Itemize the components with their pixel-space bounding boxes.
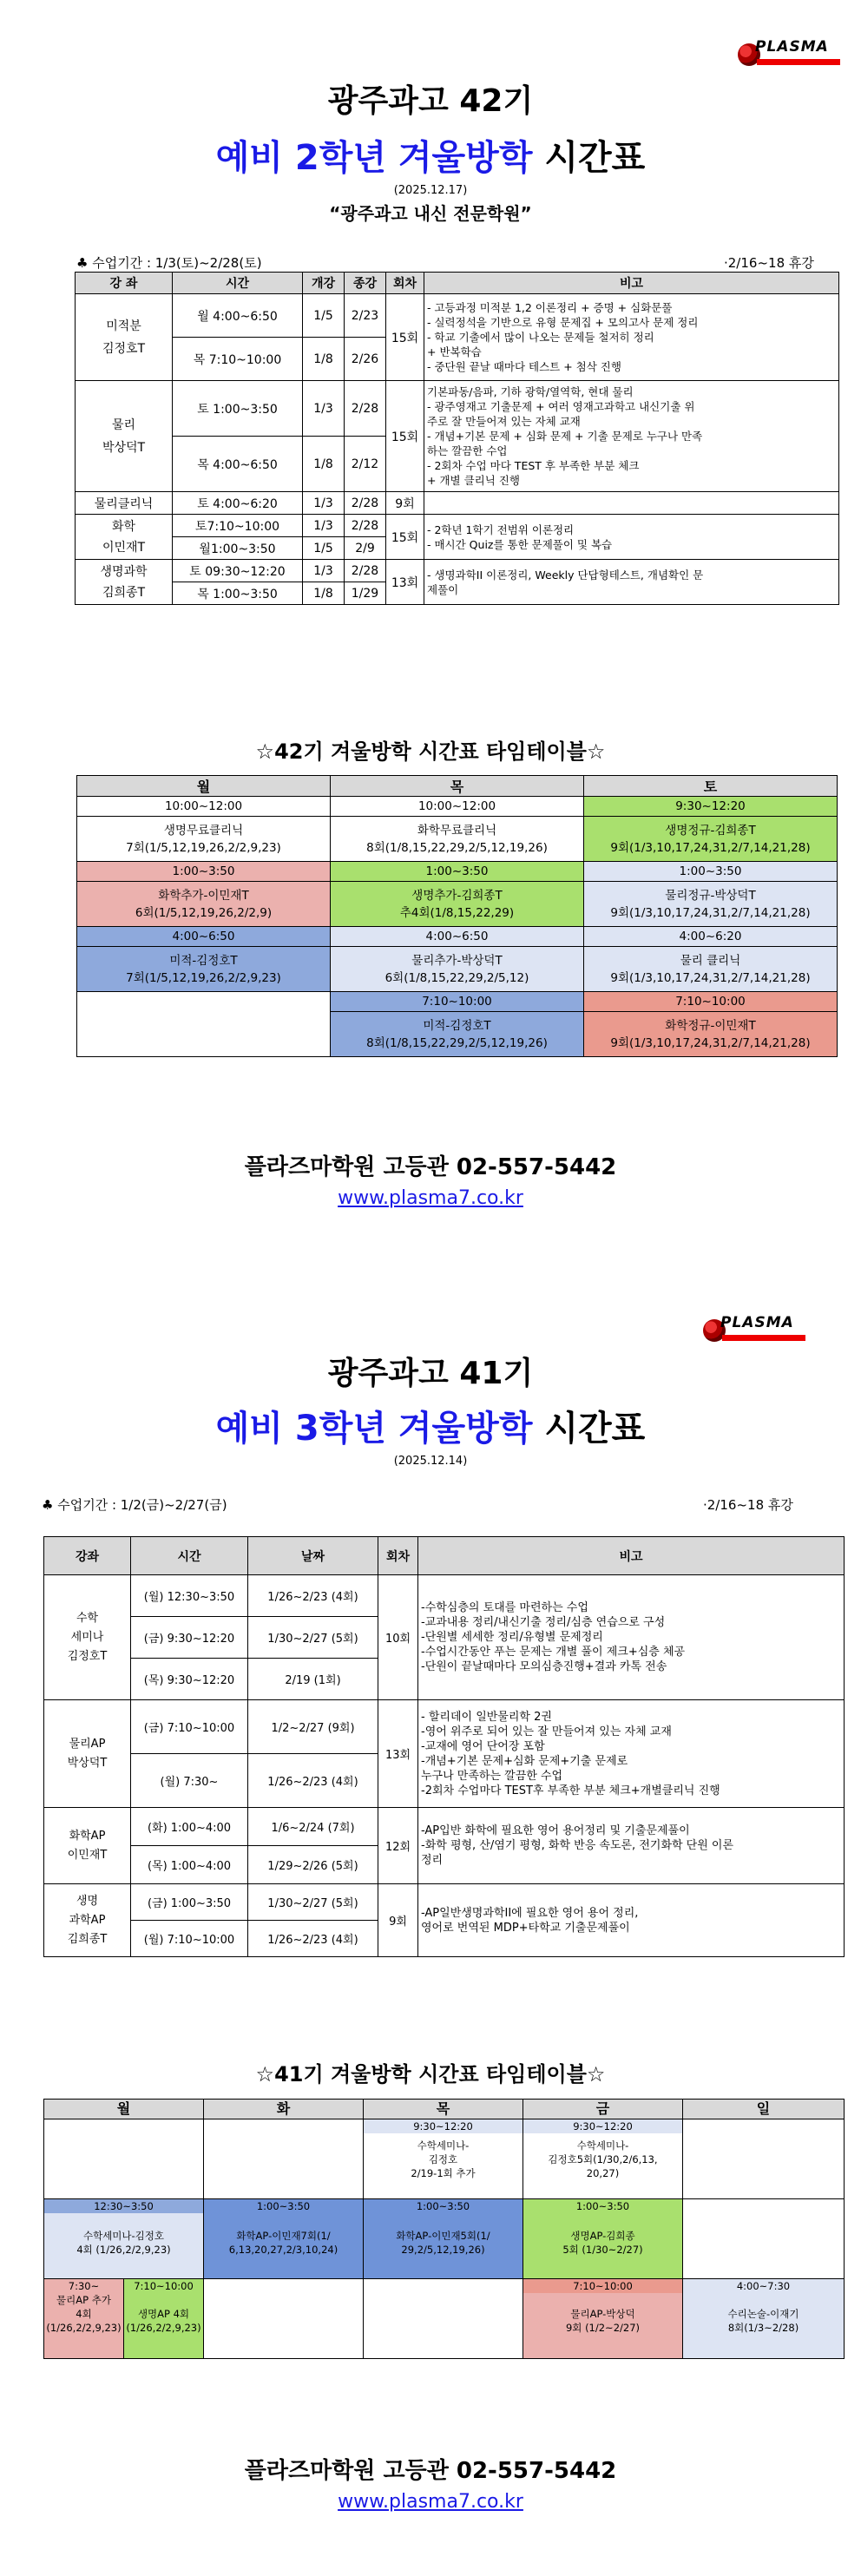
class-row: [77, 947, 838, 992]
note-line: - 중단원 끝날 때마다 테스트 + 첨삭 진행: [427, 360, 621, 373]
header-date: 날짜: [248, 1537, 378, 1575]
note-line: -2회차 수업마다 TEST후 부족한 부분 체크+개별클리닉 진행: [421, 1784, 720, 1797]
note-line: - 실력정석을 기반으로 유형 문제집 + 모의고사 문제 정리: [427, 316, 699, 329]
class-cell: [683, 2279, 845, 2359]
count-cell: 15회: [386, 515, 424, 560]
note-line: + 개별 클리닉 진행: [427, 474, 520, 487]
day-header-row: [77, 776, 838, 797]
website-link[interactable]: www.plasma7.co.kr: [338, 1187, 523, 1209]
count-cell: 9회: [386, 492, 424, 515]
day-fri: 금: [523, 2100, 683, 2119]
class-name: 미적-김정호T: [423, 1018, 491, 1033]
class-name: 수리논술-이재기: [727, 2308, 799, 2320]
note-line: + 반복학습: [427, 345, 482, 358]
class-dates: (1/26,2/2,9,23): [126, 2322, 201, 2334]
class-cell: [523, 2279, 683, 2359]
end-cell: 2/26: [345, 338, 386, 381]
end-cell: 2/23: [345, 294, 386, 338]
day-thu: 목: [331, 776, 584, 797]
page-title: 광주과고 41기: [327, 1356, 534, 1391]
header-time: 시간: [173, 273, 303, 294]
timetable: [43, 2099, 845, 2359]
end-cell: 2/9: [345, 537, 386, 560]
class-dates: 9회(1/3,10,17,24,31,2/7,14,21,28): [610, 905, 811, 920]
course-cell: 미적분 김정호T: [76, 294, 173, 381]
time-slot: 7:10~10:00: [134, 2280, 194, 2292]
class-name: 생명정규-김희종T: [665, 823, 756, 838]
class-dates: 9회(1/3,10,17,24,31,2/7,14,21,28): [610, 970, 811, 985]
plasma-logo: [703, 1311, 807, 1350]
class-cell: [44, 2199, 204, 2279]
time-slot: 10:00~12:00: [331, 797, 584, 817]
day-sat: 토: [584, 776, 838, 797]
class-cell: [44, 2279, 124, 2359]
class-name: 물리AP 추가: [56, 2294, 111, 2306]
subtitle-black: 시간표: [532, 138, 646, 178]
table-header: [76, 273, 839, 294]
day-mon: 월: [44, 2100, 204, 2119]
time-slot: 9:30~12:20: [584, 797, 838, 817]
end-cell: 2/28: [345, 515, 386, 537]
class-name: 생명AP-김희종: [570, 2230, 635, 2242]
slot-row-morning: [44, 2119, 845, 2199]
time-row: [77, 862, 838, 882]
class-name: 화학AP-이민재5회(1/: [396, 2230, 490, 2242]
logo-bar: [757, 59, 840, 65]
time-slot: 1:00~3:50: [77, 862, 331, 882]
class-cell: [77, 947, 331, 992]
course-cell: 생명과학 김희종T: [76, 560, 173, 605]
class-dates: 29,2/5,12,19,26): [401, 2244, 485, 2256]
issue-date: (2025.12.14): [393, 1455, 468, 1468]
note-line: -수업시간동안 푸는 문제는 개별 풀이 제크+심층 체공: [421, 1646, 686, 1659]
class-cell: [523, 2119, 683, 2199]
end-cell: 1/29: [345, 582, 386, 605]
header-count: 회차: [386, 273, 424, 294]
table-row: [76, 381, 839, 437]
note-line: 제풀이: [427, 582, 459, 596]
time-slot: 1:00~3:50: [416, 2200, 470, 2212]
end-cell: 2/28: [345, 560, 386, 582]
note-line: - 할리데이 일반물리학 2권: [421, 1710, 552, 1724]
day-tue: 화: [204, 2100, 364, 2119]
end-cell: 2/28: [345, 381, 386, 437]
class-name: 물리추가-박상덕T: [411, 953, 503, 968]
class-cell: [331, 817, 584, 862]
class-teacher: 김정호: [428, 2153, 458, 2165]
end-cell: 2/28: [345, 492, 386, 515]
class-name: 화학AP-이민재7회(1/: [236, 2230, 331, 2242]
time-row: [77, 927, 838, 947]
time-cell: (목) 9:30~12:20: [131, 1659, 248, 1700]
end-cell: 2/12: [345, 437, 386, 492]
time-cell: 목 4:00~6:50: [173, 437, 303, 492]
class-name: 화학추가-이민재T: [158, 888, 249, 903]
day-sun: 일: [683, 2100, 845, 2119]
logo-text: PLASMA: [720, 1314, 794, 1331]
date-cell: 1/29~2/26 (5회): [248, 1846, 378, 1884]
note-line: -AP일반생명과학II에 필요한 영어 용어 정리,: [421, 1906, 639, 1920]
start-cell: 1/8: [303, 582, 345, 605]
class-dates: (1/26,2/2,9,23): [46, 2322, 122, 2334]
note-line: -교과내용 정리/내신기출 정리/심층 연습으로 구성: [421, 1616, 666, 1629]
class-dates: 7회(1/5,12,19,26,2/2,9,23): [126, 970, 281, 985]
subtitle-blue: 예비 3학년 겨울방학: [215, 1409, 533, 1449]
time-cell: (월) 7:10~10:00: [131, 1921, 248, 1957]
course-cell: 물리AP 박상덕T: [44, 1700, 131, 1808]
course-cell: 물리클리닉: [76, 492, 173, 515]
day-header-row: [44, 2100, 845, 2119]
header-start: 개강: [303, 273, 345, 294]
note-cell: [424, 294, 839, 381]
note-cell: [418, 1575, 845, 1700]
class-name: 생명무료클리닉: [163, 823, 244, 838]
time-slot: 10:00~12:00: [77, 797, 331, 817]
class-row: [77, 882, 838, 927]
time-cell: 토7:10~10:00: [173, 515, 303, 537]
time-cell: (금) 9:30~12:20: [131, 1617, 248, 1659]
table-row: [44, 1700, 845, 1754]
note-line: - 2학년 1학기 전범위 이론정리: [427, 522, 575, 536]
time-slot: 4:00~6:20: [584, 927, 838, 947]
footer-contact: 플라즈마학원 고등관 02-557-5442: [244, 1154, 617, 1180]
time-row: [77, 797, 838, 817]
start-cell: 1/3: [303, 381, 345, 437]
class-cell: [584, 1012, 838, 1057]
page-subtitle: [0, 130, 861, 180]
timetable-title: ☆41기 겨울방학 시간표 타임테이블☆: [255, 2062, 606, 2086]
class-dates: 5회 (1/30~2/27): [562, 2244, 643, 2256]
time-slot: 12:30~3:50: [44, 2199, 203, 2213]
note-line: 누구나 만족하는 깔끔한 수업: [421, 1769, 563, 1783]
time-cell: 월 4:00~6:50: [173, 294, 303, 338]
count-cell: 9회: [378, 1884, 418, 1957]
class-name: 물리AP-박상덕: [570, 2308, 635, 2320]
date-cell: 1/26~2/23 (4회): [248, 1754, 378, 1808]
class-cell: [584, 882, 838, 927]
time-slot: 7:10~10:00: [331, 992, 584, 1012]
note-line: -개념+기본 문제+심화 문제+기출 문제로: [421, 1754, 628, 1768]
class-name: 수학세미나-김정호: [82, 2230, 165, 2242]
table-row: [76, 294, 839, 338]
note-cell: [424, 492, 839, 515]
schedule-table: [75, 272, 839, 605]
class-cell: [124, 2279, 204, 2359]
plasma-logo: [738, 35, 842, 75]
class-cell: [331, 882, 584, 927]
time-slot: 4:00~6:50: [331, 927, 584, 947]
table-row: [44, 1884, 845, 1921]
class-dates: 6회(1/5,12,19,26,2/2,9): [135, 905, 273, 920]
time-slot: 1:00~3:50: [575, 2200, 630, 2212]
class-dates: 9회(1/3,10,17,24,31,2/7,14,21,28): [610, 840, 811, 855]
note-line: - 2회차 수업 마다 TEST 후 부족한 부분 체크: [427, 459, 640, 472]
class-name: 화학정규-이민재T: [665, 1018, 756, 1033]
time-slot: 9:30~12:20: [364, 2119, 523, 2133]
class-cell: [584, 947, 838, 992]
note-cell: [424, 381, 839, 492]
note-line: - 고등과정 미적분 1,2 이론정리 + 증명 + 심화문풀: [427, 301, 673, 314]
empty-cell: [44, 2119, 204, 2199]
course-cell: 수학 세미나 김정호T: [44, 1575, 131, 1700]
schedule-table: [43, 1536, 845, 1957]
class-name: 수학세미나-: [576, 2139, 629, 2152]
class-cell: [77, 817, 331, 862]
logo-text: PLASMA: [755, 38, 829, 56]
start-cell: 1/5: [303, 537, 345, 560]
class-dates: 6회(1/8,15,22,29,2/5,12): [384, 970, 529, 985]
note-cell: [418, 1808, 845, 1884]
time-slot: 4:00~7:30: [736, 2280, 791, 2292]
note-cell: [424, 560, 839, 605]
header-course: 강 좌: [76, 273, 173, 294]
slot-row-afternoon: [44, 2199, 845, 2279]
class-period: ♣ 수업기간 : 1/3(토)~2/28(토): [76, 255, 262, 271]
class-period: ♣ 수업기간 : 1/2(금)~2/27(금): [42, 1497, 227, 1513]
table-row: [44, 1575, 845, 1617]
date-cell: 1/2~2/27 (9회): [248, 1700, 378, 1754]
class-dates: 2/19-1회 추가: [411, 2167, 476, 2179]
class-row: [77, 817, 838, 862]
note-line: 하는 깔끔한 수업: [427, 444, 508, 457]
note-line: -교재에 영어 단어장 포함: [421, 1739, 545, 1753]
note-cell: [418, 1884, 845, 1957]
class-dates: 8회(1/8,15,22,29,2/5,12,19,26): [366, 1035, 548, 1050]
class-cell: [77, 882, 331, 927]
empty-cell: [204, 2279, 364, 2359]
header-end: 종강: [345, 273, 386, 294]
class-name: 미적-김정호T: [169, 953, 238, 968]
timetable: [76, 775, 838, 1057]
time-cell: 토 09:30~12:20: [173, 560, 303, 582]
count-cell: 13회: [386, 560, 424, 605]
time-slot: 9:30~12:20: [523, 2119, 682, 2133]
note-line: -AP입반 화학에 필요한 영어 용어정리 및 기출문제풀이: [421, 1824, 690, 1837]
count-cell: 12회: [378, 1808, 418, 1884]
class-teacher: 김정호5회(1/30,2/6,13,: [548, 2153, 658, 2165]
count-cell: 13회: [378, 1700, 418, 1808]
header-count: 회차: [378, 1537, 418, 1575]
start-cell: 1/5: [303, 294, 345, 338]
time-cell: 목 7:10~10:00: [173, 338, 303, 381]
time-cell: (월) 12:30~3:50: [131, 1575, 248, 1617]
header-time: 시간: [131, 1537, 248, 1575]
class-cell: [364, 2119, 523, 2199]
note-line: 기본파동/음파, 기하 광학/열역학, 현대 물리: [427, 385, 634, 398]
holiday-note: ·2/16~18 휴강: [724, 255, 814, 271]
table-header: [44, 1537, 845, 1575]
empty-cell: [683, 2199, 845, 2279]
start-cell: 1/3: [303, 515, 345, 537]
empty-cell: [77, 992, 331, 1057]
class-dates: 4회 (1/26,2/2,9,23): [76, 2244, 171, 2256]
class-cell: [364, 2199, 523, 2279]
time-slot: 1:00~3:50: [584, 862, 838, 882]
date-cell: 2/19 (1회): [248, 1659, 378, 1700]
class-dates: 8회(1/8,15,22,29,2/5,12,19,26): [366, 840, 548, 855]
note-line: -영어 위주로 되어 있는 잘 만들어져 있는 자체 교재: [421, 1725, 672, 1738]
slot-row-evening: [44, 2279, 845, 2359]
count-cell: 15회: [386, 294, 424, 381]
course-cell: 생명 과학AP 김희종T: [44, 1884, 131, 1957]
note-line: -화학 평형, 산/염기 평형, 화학 반응 속도론, 전기화학 단원 이론: [421, 1839, 734, 1852]
time-slot: 7:10~10:00: [584, 992, 838, 1012]
class-name: 물리정규-박상덕T: [665, 888, 756, 903]
subtitle-black: 시간표: [532, 1409, 646, 1449]
note-line: - 학교 기출에서 많이 나오는 문제들 철저히 정리: [427, 331, 654, 344]
class-name: 수학세미나-: [417, 2139, 470, 2152]
note-line: 영어로 번역된 MDP+타학교 기출문제풀이: [421, 1921, 630, 1935]
holiday-note: ·2/16~18 휴강: [703, 1497, 793, 1513]
empty-cell: [683, 2119, 845, 2199]
class-dates: 7회(1/5,12,19,26,2/2,9,23): [126, 840, 281, 855]
class-cell: [523, 2199, 683, 2279]
class-name: 화학무료클리닉: [417, 823, 497, 838]
course-cell: 화학AP 이민재T: [44, 1808, 131, 1884]
footer-contact: 플라즈마학원 고등관 02-557-5442: [244, 2458, 617, 2484]
class-cell: [331, 947, 584, 992]
date-cell: 1/26~2/23 (4회): [248, 1921, 378, 1957]
page-subtitle: [0, 1401, 861, 1450]
timetable-title: ☆42기 겨울방학 시간표 타임테이블☆: [255, 739, 606, 764]
time-cell: 월1:00~3:50: [173, 537, 303, 560]
empty-cell: [204, 2119, 364, 2199]
time-slot: 4:00~6:50: [77, 927, 331, 947]
page-title: 광주과고 42기: [327, 83, 534, 119]
table-row: [76, 515, 839, 537]
class-dates: 8회(1/3~2/28): [727, 2322, 799, 2334]
date-cell: 1/6~2/24 (7회): [248, 1808, 378, 1846]
class-cell: [584, 817, 838, 862]
count-cell: 15회: [386, 381, 424, 492]
table-row: [76, 560, 839, 582]
class-name: 물리 클리닉: [680, 953, 741, 968]
class-dates: 9회(1/3,10,17,24,31,2/7,14,21,28): [610, 1035, 811, 1050]
note-cell: [418, 1700, 845, 1808]
logo-bar: [722, 1335, 805, 1341]
note-line: -수학심층의 토대를 마련하는 수업: [421, 1601, 588, 1614]
class-count: 4회: [76, 2308, 92, 2320]
note-line: -단원별 세세한 정리/유형별 문제정리: [421, 1631, 603, 1644]
note-line: - 매시간 Quiz를 통한 문제풀이 및 복습: [427, 537, 613, 551]
course-cell: 물리 박상덕T: [76, 381, 173, 492]
time-cell: 토 1:00~3:50: [173, 381, 303, 437]
issue-date: (2025.12.17): [393, 184, 468, 197]
course-cell: 화학 이민재T: [76, 515, 173, 560]
header-note: 비고: [424, 273, 839, 294]
time-cell: 목 1:00~3:50: [173, 582, 303, 605]
day-mon: 월: [77, 776, 331, 797]
empty-cell: [364, 2279, 523, 2359]
time-cell: (화) 1:00~4:00: [131, 1808, 248, 1846]
note-line: -단원이 끝날때마다 모의심층진행+결과 카톡 전송: [421, 1660, 667, 1673]
start-cell: 1/3: [303, 560, 345, 582]
subtitle-blue: 예비 2학년 겨울방학: [215, 138, 533, 178]
time-cell: (금) 7:10~10:00: [131, 1700, 248, 1754]
class-dates: 추4회(1/8,15,22,29): [399, 905, 515, 920]
date-cell: 1/30~2/27 (5회): [248, 1884, 378, 1921]
header-course: 강좌: [44, 1537, 131, 1575]
start-cell: 1/3: [303, 492, 345, 515]
time-cell: 토 4:00~6:20: [173, 492, 303, 515]
class-cell: [204, 2199, 364, 2279]
time-cell: (금) 1:00~3:50: [131, 1884, 248, 1921]
website-link[interactable]: www.plasma7.co.kr: [338, 2491, 523, 2513]
class-name: 생명추가-김희종T: [411, 888, 503, 903]
start-cell: 1/8: [303, 437, 345, 492]
academy-slogan: “광주과고 내신 전문학원”: [329, 203, 532, 224]
count-cell: 10회: [378, 1575, 418, 1700]
day-thu: 목: [364, 2100, 523, 2119]
time-slot: 1:00~3:50: [331, 862, 584, 882]
time-slot: 7:10~10:00: [523, 2279, 682, 2293]
time-slot: 1:00~3:50: [256, 2200, 311, 2212]
header-note: 비고: [418, 1537, 845, 1575]
date-cell: 1/30~2/27 (5회): [248, 1617, 378, 1659]
time-cell: (목) 1:00~4:00: [131, 1846, 248, 1884]
note-line: - 광주영재고 기출문제 + 여러 영재고과학고 내신기출 위: [427, 400, 695, 413]
class-dates: 20,27): [586, 2167, 620, 2179]
note-line: - 생명과학II 이론정리, Weekly 단답형테스트, 개념확인 문: [427, 568, 704, 582]
note-line: 주로 잘 만들어져 있는 자체 교재: [427, 415, 581, 428]
date-cell: 1/26~2/23 (4회): [248, 1575, 378, 1617]
table-row: [44, 1808, 845, 1846]
start-cell: 1/8: [303, 338, 345, 381]
class-dates: 6,13,20,27,2/3,10,24): [228, 2244, 338, 2256]
class-dates: 9회 (1/2~2/27): [565, 2322, 641, 2334]
class-name: 생명AP 4회: [137, 2308, 190, 2320]
note-cell: [424, 515, 839, 560]
note-line: 정리: [421, 1854, 444, 1867]
note-line: - 개념+기본 문제 + 심화 문제 + 기출 문제로 누구나 만족: [427, 430, 703, 443]
class-cell: [331, 1012, 584, 1057]
time-cell: (월) 7:30~: [131, 1754, 248, 1808]
time-row: [77, 992, 838, 1012]
time-slot: 7:30~: [68, 2280, 100, 2292]
table-row: [76, 492, 839, 515]
